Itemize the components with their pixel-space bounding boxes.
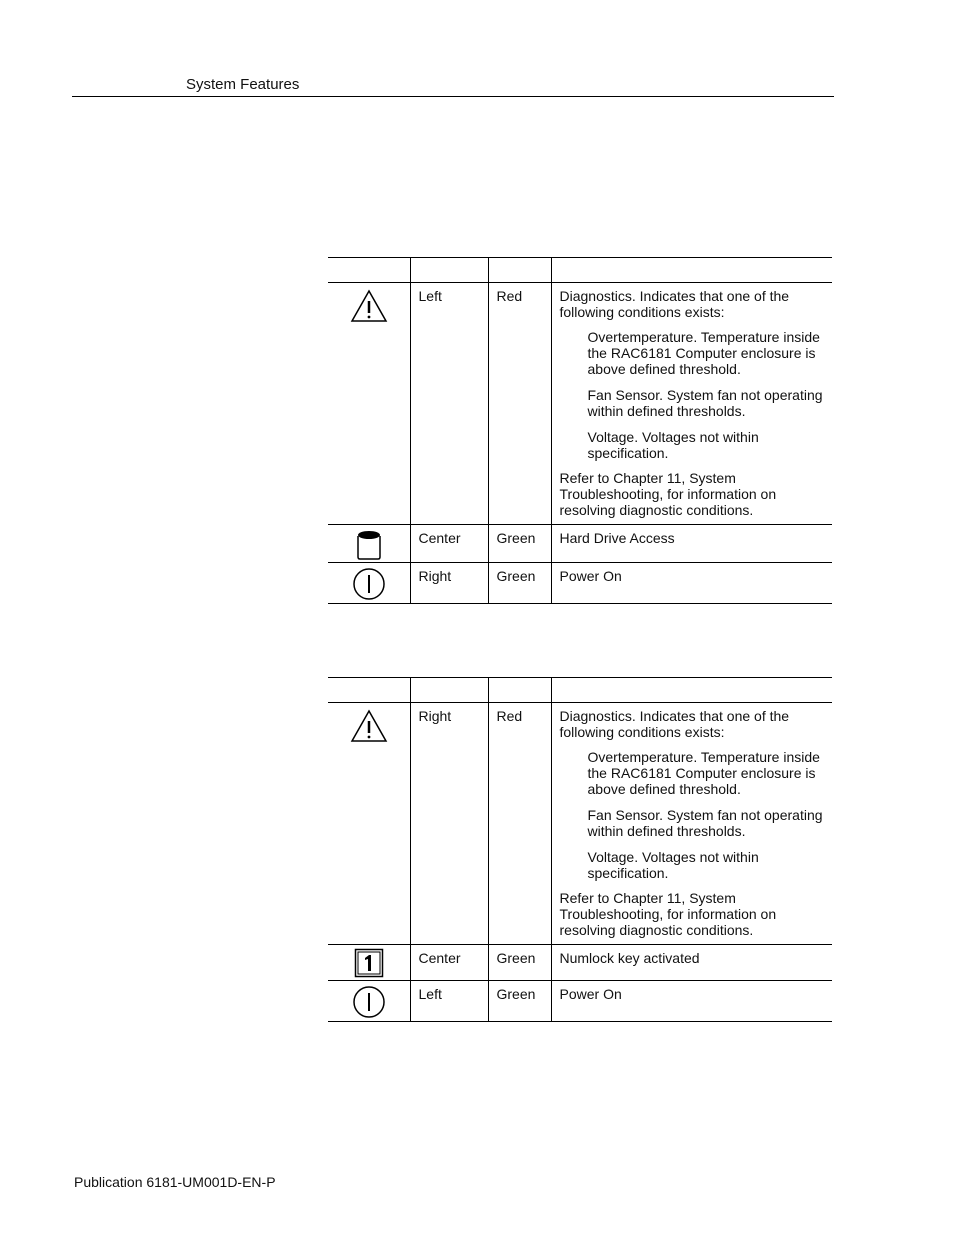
numlock-icon <box>354 948 384 978</box>
header-rule <box>72 96 834 97</box>
condition-item: Fan Sensor. System fan not operating within defined thresholds. <box>587 387 823 419</box>
description-lead: Diagnostics. Indicates that one of the following conditions exists: <box>559 708 790 740</box>
description-tail: Refer to Chapter 11, System Troubleshooting, for information on resolving diagnostic conditions. <box>559 470 777 518</box>
description-tail: Refer to Chapter 11, System Troubleshooting, for information on resolving diagnostic conditions. <box>559 890 777 938</box>
power-icon <box>352 985 386 1019</box>
led-description: Power On <box>551 981 832 1022</box>
icon-cell <box>328 703 410 945</box>
led-location: Center <box>410 945 488 981</box>
icon-cell <box>328 283 410 525</box>
led-description <box>551 703 832 945</box>
table-row <box>328 945 832 981</box>
led-color: Green <box>488 945 551 981</box>
condition-item: Overtemperature. Temperature inside the RAC6181 Computer enclosure is above defined threshold. <box>587 329 820 377</box>
led-color: Green <box>488 525 551 563</box>
led-description: Numlock key activated <box>551 945 832 981</box>
power-icon <box>352 567 386 601</box>
warning-triangle-icon <box>350 709 388 743</box>
table-row <box>328 981 832 1022</box>
footer-publication: Publication 6181-UM001D-EN-P <box>74 1174 276 1190</box>
icon-cell <box>328 945 410 981</box>
table-row <box>328 563 832 604</box>
led-location: Left <box>410 981 488 1022</box>
warning-triangle-icon <box>350 289 388 323</box>
description-lead: Diagnostics. Indicates that one of the following conditions exists: <box>559 288 790 320</box>
icon-cell <box>328 981 410 1022</box>
table-header-row <box>328 258 832 283</box>
led-color: Green <box>488 981 551 1022</box>
led-location: Left <box>410 283 488 525</box>
led-color: Red <box>488 283 551 525</box>
table-row <box>328 703 832 945</box>
table-row <box>328 283 832 525</box>
header-title: System Features <box>186 76 300 93</box>
hard-drive-icon <box>356 529 382 561</box>
led-description <box>551 283 832 525</box>
condition-item: Fan Sensor. System fan not operating within defined thresholds. <box>587 807 823 839</box>
led-color: Red <box>488 703 551 945</box>
table-row <box>328 525 832 563</box>
condition-item: Voltage. Voltages not within specification. <box>587 849 759 881</box>
led-table-1 <box>328 257 832 604</box>
led-location: Right <box>410 563 488 604</box>
led-location: Center <box>410 525 488 563</box>
led-color: Green <box>488 563 551 604</box>
icon-cell <box>328 563 410 604</box>
icon-cell <box>328 525 410 563</box>
led-description: Power On <box>551 563 832 604</box>
table-header-row <box>328 678 832 703</box>
led-table-2 <box>328 677 832 1022</box>
led-description: Hard Drive Access <box>551 525 832 563</box>
condition-item: Overtemperature. Temperature inside the RAC6181 Computer enclosure is above defined threshold. <box>587 749 820 797</box>
condition-item: Voltage. Voltages not within specification. <box>587 429 759 461</box>
led-location: Right <box>410 703 488 945</box>
